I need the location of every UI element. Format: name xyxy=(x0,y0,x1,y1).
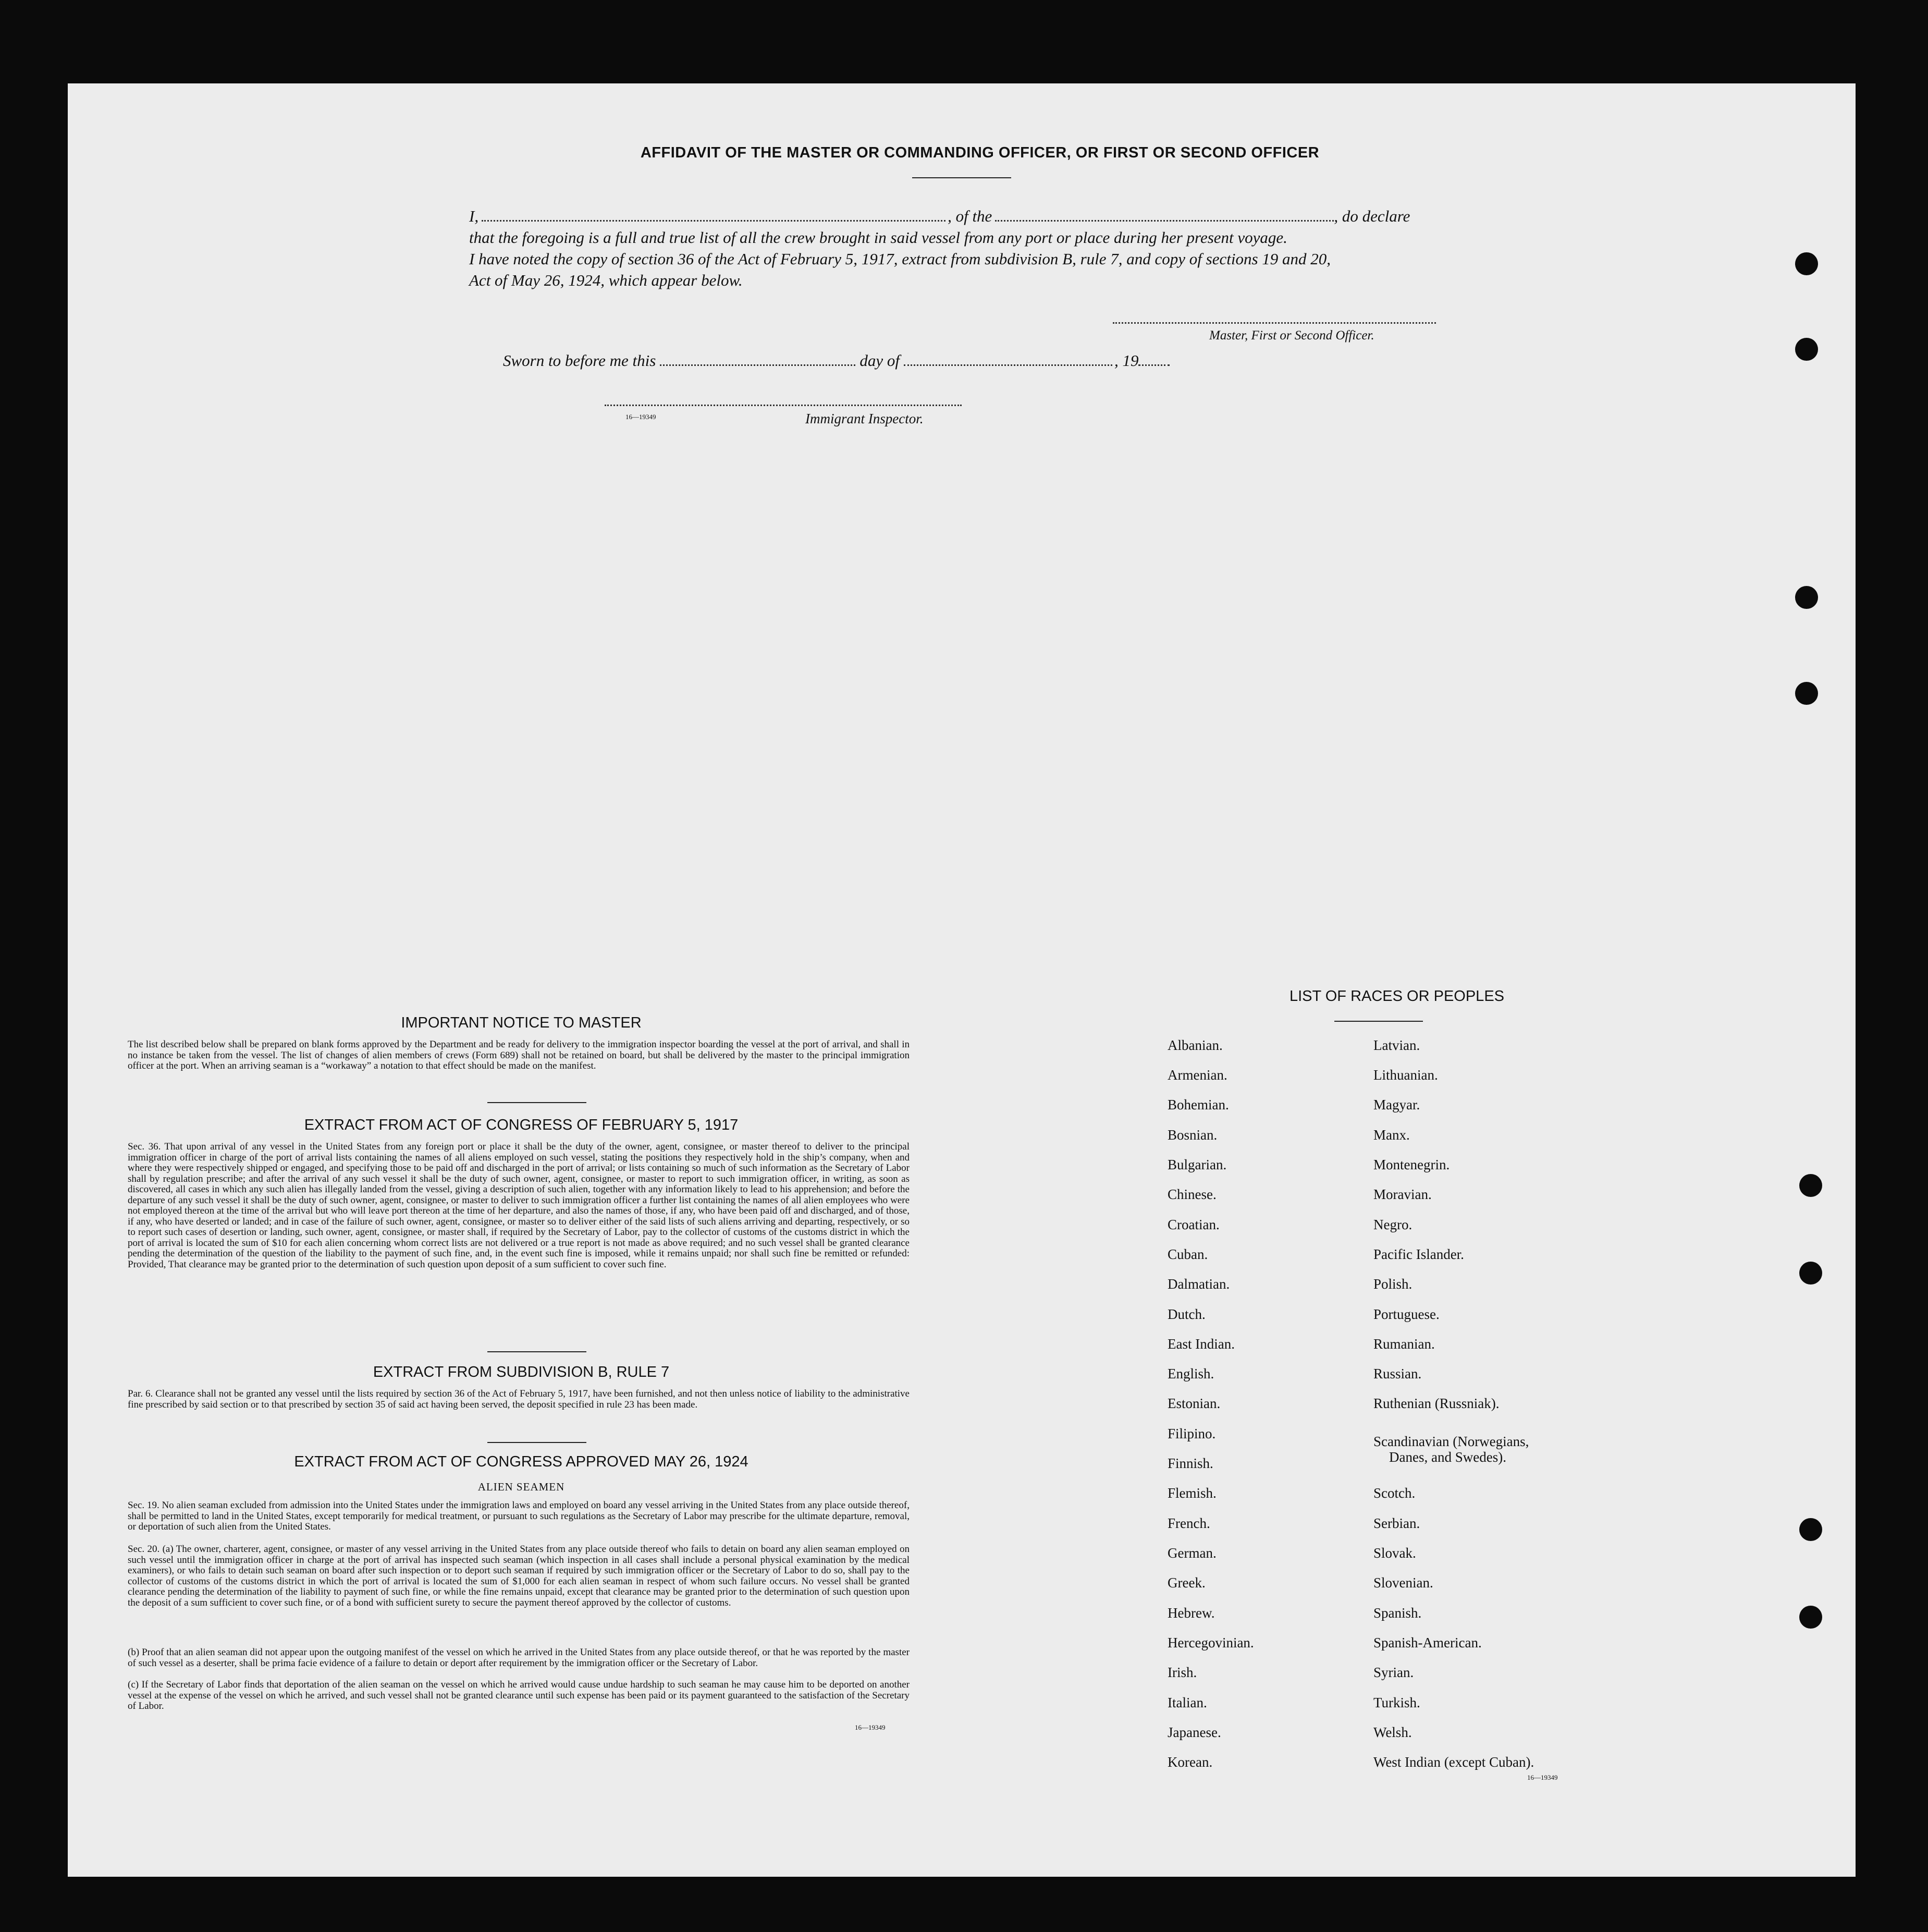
divider xyxy=(1334,1021,1423,1022)
race-item: Albanian. xyxy=(1168,1037,1223,1053)
sec-19: Sec. 19. No alien seaman excluded from admission into the United States under the immigration laws and employed on board any vessel arriving in the United States from any place outside thereof, shall be permitted to land in the United States, except temporarily for medical treatment, or pursuant to such regulations as the Secretary of Labor may prescribe for the ultimate departure, removal, or deportation of such alien from the United States. xyxy=(128,1500,910,1532)
form-code: 16—19349 xyxy=(625,413,656,421)
race-item: Welsh. xyxy=(1373,1725,1412,1740)
race-item: Montenegrin. xyxy=(1373,1157,1450,1172)
race-item: Hebrew. xyxy=(1168,1605,1215,1621)
act-1924-title: EXTRACT FROM ACT OF CONGRESS APPROVED MAY 26, 1924 xyxy=(294,1453,748,1470)
punch-hole xyxy=(1795,338,1818,361)
sec-20a: Sec. 20. (a) The owner, charterer, agent, consignee, or master of any vessel arriving in the United States from any place outside thereof who fails to detain on board any alien seaman employed on such vessel until the immigration officer in charge at the port of arrival has inspected such seaman (which inspection in all cases shall include a personal physical examination by the medical examiners), or who fails to detain such seaman on board after such inspection or to deport such seaman if required by such immigration officer or the Secretary of Labor to do so, shall pay to the collector of customs of the customs district in which the port of arrival is located the sum of $1,000 for each alien seaman in respect of whom such failure occurs. No vessel shall be granted clearance pending the determination of the liability to payment of such fine, or while the fine remains unpaid, except that clearance may be granted prior to the determination of such question upon the deposit of a sum sufficient to cover such fine, or of a bond with sufficient surety to secure the payment thereof approved by the collector of customs. xyxy=(128,1544,910,1608)
punch-hole xyxy=(1795,682,1818,705)
race-item: Russian. xyxy=(1373,1366,1422,1381)
race-item: Bohemian. xyxy=(1168,1097,1229,1112)
race-item: Greek. xyxy=(1168,1575,1206,1591)
declaration-line-2: that the foregoing is a full and true list of all the crew brought in said vessel from any port or place during her present voyage. xyxy=(469,228,1287,247)
race-item: Slovak. xyxy=(1373,1545,1416,1561)
race-item: Bosnian. xyxy=(1168,1127,1218,1143)
declaration-i: I, xyxy=(469,207,479,225)
divider xyxy=(487,1102,586,1103)
race-item: Negro. xyxy=(1373,1217,1413,1232)
punch-hole xyxy=(1795,252,1818,275)
vessel-blank[interactable] xyxy=(995,220,1334,222)
race-item: Chinese. xyxy=(1168,1187,1217,1202)
race-item: Flemish. xyxy=(1168,1485,1217,1501)
race-item: Slovenian. xyxy=(1373,1575,1433,1591)
race-item: Manx. xyxy=(1373,1127,1410,1143)
sec-20b: (b) Proof that an alien seaman did not appear upon the outgoing manifest of the vessel on which he arrived in the United States from any place outside thereof, or that he was reported by the master of such vessel as a deserter, shall be prima facie evidence of a failure to detain or deport after requirement by the immigration officer or the Secretary of Labor. xyxy=(128,1647,910,1669)
sec-20c: (c) If the Secretary of Labor finds that deportation of the alien seaman on the vessel on which he arrived would cause undue hardship to such seaman he may cause him to be deported on another vessel at the expense of the vessel on which he arrived, and such vessel shall not be granted clearance until such expense has been paid or its payment guaranteed to the satisfaction of the Secretary of Labor. xyxy=(128,1679,910,1711)
divider xyxy=(912,177,1011,178)
punch-hole xyxy=(1799,1174,1822,1197)
race-item: Armenian. xyxy=(1168,1067,1227,1083)
affidavit-declaration xyxy=(469,205,1459,291)
race-item: English. xyxy=(1168,1366,1214,1381)
race-item: Estonian. xyxy=(1168,1396,1221,1411)
race-item: Korean. xyxy=(1168,1754,1213,1770)
race-item: Bulgarian. xyxy=(1168,1157,1227,1172)
sworn-prefix: Sworn to before me this xyxy=(503,351,656,370)
race-item: German. xyxy=(1168,1545,1217,1561)
punch-hole xyxy=(1799,1518,1822,1541)
race-item: Finnish. xyxy=(1168,1456,1213,1471)
race-item: Ruthenian (Russniak). xyxy=(1373,1396,1500,1411)
sworn-day-of: day of xyxy=(859,351,900,370)
race-item: Pacific Islander. xyxy=(1373,1246,1464,1262)
race-item: Cuban. xyxy=(1168,1246,1208,1262)
race-item: Hercegovinian. xyxy=(1168,1635,1254,1650)
declaration-line-4: Act of May 26, 1924, which appear below. xyxy=(469,271,743,289)
race-item: Latvian. xyxy=(1373,1037,1420,1053)
sworn-month-blank[interactable] xyxy=(904,364,1112,366)
alien-seamen-subtitle: ALIEN SEAMEN xyxy=(477,1481,565,1493)
race-item: Rumanian. xyxy=(1373,1336,1435,1352)
act-1917-title: EXTRACT FROM ACT OF CONGRESS OF FEBRUARY 5, 1917 xyxy=(304,1117,739,1133)
declaration-line-1 xyxy=(469,205,1459,227)
race-item: Spanish. xyxy=(1373,1605,1422,1621)
race-item: Filipino. xyxy=(1168,1426,1216,1441)
form-code: 16—19349 xyxy=(1527,1774,1558,1781)
race-item: Danes, and Swedes). xyxy=(1389,1449,1506,1465)
divider xyxy=(487,1351,586,1352)
punch-hole xyxy=(1799,1606,1822,1629)
race-item: Scandinavian (Norwegians, xyxy=(1373,1434,1529,1449)
race-item: Polish. xyxy=(1373,1276,1413,1292)
sworn-line xyxy=(503,351,1170,370)
rule-7-title: EXTRACT FROM SUBDIVISION B, RULE 7 xyxy=(373,1364,670,1380)
race-item: Scotch. xyxy=(1373,1485,1416,1501)
race-item: Dutch. xyxy=(1168,1306,1206,1322)
race-item: Croatian. xyxy=(1168,1217,1220,1232)
name-blank[interactable] xyxy=(482,220,945,222)
divider xyxy=(487,1442,586,1443)
inspector-signature-label: Immigrant Inspector. xyxy=(805,411,924,426)
race-item: French. xyxy=(1168,1515,1210,1531)
master-signature-label: Master, First or Second Officer. xyxy=(1209,328,1374,343)
race-item: East Indian. xyxy=(1168,1336,1235,1352)
act-1917-body: Sec. 36. That upon arrival of any vessel in the United States from any foreign port or place it shall be the duty of the owner, agent, consignee, or master thereof to deliver to the principal immigration officer in charge of the port of arrival lists containing the names of all aliens employed on such vessel, stating the positions they respectively hold in the ship’s company, when and where they were respectively shipped or engaged, and specifying those to be paid off and discharged in the port of arrival; or lists containing so much of such information as the Secretary of Labor shall by regulation prescribe; and after the arrival of any such vessel it shall be the duty of such owner, agent, consignee, or master to report to such immigration officer, in writing, as soon as discovered, all cases in which any such alien has illegally landed from the vessel, giving a description of such alien, together with any information likely to lead to his apprehension; and before the departure of any such vessel it shall be the duty of such owner, agent, consignee, or master to deliver to such immigration officer a further list containing the names of all alien employees who were not employed thereon at the time of the arrival but who will leave port thereon at the time of her departure, and also the names of those, if any, who have been paid off and discharged, and of those, if any, who have deserted or landed; and in case of the failure of such owner, agent, consignee, or master so to deliver either of the said lists of such aliens arriving and departing, respectively, or so to report such cases of desertion or landing, such owner, agent, consignee, or master shall, if required by the Secretary of Labor, pay to the collector of customs of the customs district in which the port of arrival is located the sum of $10 for each alien concerning whom correct lists are not delivered or a true report is not made as above required; and no such vessel shall be granted clearance pending the determination of the question of the liability to the payment of such fine, and, in the event such fine is imposed, while it remains unpaid; nor shall such fine be remitted or refunded: Provided, That clearance may be granted prior to the determination of such question upon deposit of a sum sufficient to cover such fine. xyxy=(128,1141,910,1270)
sworn-year-blank[interactable] xyxy=(1138,364,1170,366)
declaration-of-the: , of the xyxy=(948,207,992,225)
race-item: Moravian. xyxy=(1373,1187,1432,1202)
race-item: Spanish-American. xyxy=(1373,1635,1482,1650)
notice-title: IMPORTANT NOTICE TO MASTER xyxy=(401,1014,642,1031)
notice-body: The list described below shall be prepared on blank forms approved by the Department and be ready for delivery to the immigration inspector boarding the vessel at the port of arrival, and shall in no instance be taken from the vessel. The list of changes of alien members of crews (Form 689) shall not be retained on board, but shall be delivered by the master to the principal immigration officer at the port. When an arriving seaman is a “workaway” a notation to that effect should be made on the manifest. xyxy=(128,1039,910,1071)
race-item: West Indian (except Cuban). xyxy=(1373,1754,1534,1770)
sworn-day-blank[interactable] xyxy=(660,364,855,366)
races-title: LIST OF RACES OR PEOPLES xyxy=(1289,988,1505,1005)
affidavit-title: AFFIDAVIT OF THE MASTER OR COMMANDING OFFICER, OR FIRST OR SECOND OFFICER xyxy=(640,144,1320,161)
race-item: Turkish. xyxy=(1373,1695,1420,1710)
race-item: Dalmatian. xyxy=(1168,1276,1230,1292)
race-item: Lithuanian. xyxy=(1373,1067,1438,1083)
rule-7-body: Par. 6. Clearance shall not be granted any vessel until the lists required by section 36 of the Act of February 5, 1917, have been furnished, and not then unless notice of liability to the administrative fine prescribed by said section or to that prescribed by section 35 of said act having been served, the deposit specified in rule 23 has been made. xyxy=(128,1388,910,1410)
master-signature-line[interactable] xyxy=(1113,322,1436,324)
race-item: Magyar. xyxy=(1373,1097,1420,1112)
race-item: Italian. xyxy=(1168,1695,1207,1710)
punch-hole xyxy=(1799,1262,1822,1285)
race-item: Syrian. xyxy=(1373,1665,1414,1680)
race-item: Serbian. xyxy=(1373,1515,1420,1531)
form-code: 16—19349 xyxy=(855,1723,886,1731)
inspector-signature-line[interactable] xyxy=(605,405,962,406)
declaration-do-declare: , do declare xyxy=(1334,207,1410,225)
race-item: Japanese. xyxy=(1168,1725,1221,1740)
race-item: Portuguese. xyxy=(1373,1306,1440,1322)
race-item: Irish. xyxy=(1168,1665,1197,1680)
sworn-year: , 19 xyxy=(1114,351,1139,370)
declaration-line-3: I have noted the copy of section 36 of the Act of February 5, 1917, extract from subdivision B, rule 7, and copy of sections 19 and 20, xyxy=(469,250,1331,268)
punch-hole xyxy=(1795,586,1818,609)
